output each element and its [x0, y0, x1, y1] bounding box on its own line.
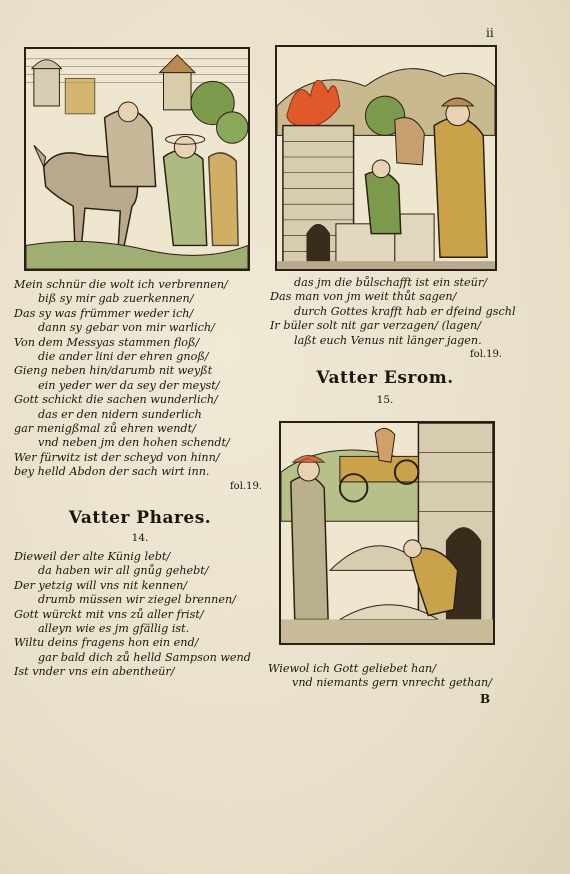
verse-line: vnd neben jm den hohen schendt/: [38, 436, 230, 450]
section-heading-phares: Vatter Phares.: [68, 508, 212, 528]
verse-line: Ist vnder vns ein abentheür/: [14, 665, 175, 679]
verse-line: durch Gottes krafft hab er dfeind gschl: [294, 304, 516, 318]
left-verse-block-1: [14, 278, 266, 494]
verse-line: Von dem Messyas stammen floß/: [14, 335, 200, 349]
verse-line: drumb müssen wir ziegel brennen/: [38, 593, 236, 607]
verse-line: da haben wir all gnůg gehebt/: [38, 564, 209, 578]
verse-line: gar menigßmal zů ehren wendt/: [14, 422, 196, 436]
verse-line: vnd niemants gern vnrecht gethan/: [292, 676, 492, 690]
verse-line: dann sy gebar von mir warlich/: [38, 321, 215, 335]
verse-line: das er den nidern sunderlich: [38, 407, 202, 421]
verse-line: laßt euch Venus nit länger jagen.: [294, 333, 482, 347]
woodcut-illustration-icon: [277, 47, 495, 269]
woodcut-brickmakers: [279, 421, 495, 645]
verse-line: biß sy mir gab zuerkennen/: [38, 292, 194, 306]
verse-line: Ir büler solt nit gar verzagen/ (lagen/: [270, 319, 482, 333]
verse-line: Das sy was frümmer weder ich/: [14, 306, 194, 320]
signature-mark: B: [480, 692, 491, 706]
verse-line: Gott würckt mit vns zů aller frist/: [14, 607, 204, 621]
woodcut-illustration-icon: [26, 49, 248, 269]
folio-reference: fol.19.: [469, 349, 502, 361]
folio-reference: fol.19.: [229, 480, 262, 492]
verse-line: Dieweil der alte Künig lebt/: [14, 550, 171, 563]
right-verse-block-1: [270, 276, 516, 362]
verse-line: Der yetzig will vns nit kennen/: [14, 578, 188, 592]
section-heading-esrom: Vatter Esrom.: [316, 368, 454, 388]
section-number: 14.: [131, 532, 149, 544]
verse-line: Wer fürwitz ist der scheyd von hinn/: [14, 450, 220, 464]
verse-line: das jm die bůlschafft ist ein steür/: [294, 276, 487, 289]
verse-line: Das man von jm weit thůt sagen/: [270, 290, 457, 304]
section-number: 15.: [376, 394, 394, 406]
verse-line: ein yeder wer da sey der meyst/: [38, 378, 220, 392]
woodcut-traveling-family: [24, 47, 250, 271]
left-verse-block-2: [14, 550, 266, 680]
verse-line: bey helld Abdon der sach wirt inn.: [14, 465, 210, 479]
verse-line: Wiltu deins fragens hon ein end/: [14, 636, 199, 650]
right-verse-block-2: [268, 662, 508, 691]
verse-line: alleyn wie es jm gfällig ist.: [38, 622, 190, 636]
woodcut-illustration-icon: [281, 423, 493, 643]
verse-line: Mein schnür die wolt ich verbrennen/: [14, 278, 228, 291]
verse-line: gar bald dich zů helld Sampson wend: [38, 650, 251, 664]
verse-line: Gieng neben hin/darumb nit weyßt: [14, 364, 213, 378]
folio-number: ii: [486, 26, 494, 40]
verse-line: Gott schickt die sachen wunderlich/: [14, 393, 218, 407]
verse-line: die ander lini der ehren gnoß/: [38, 350, 209, 364]
verse-line: Wiewol ich Gott geliebet han/: [268, 662, 437, 675]
woodcut-burning-kiln: [275, 45, 497, 271]
